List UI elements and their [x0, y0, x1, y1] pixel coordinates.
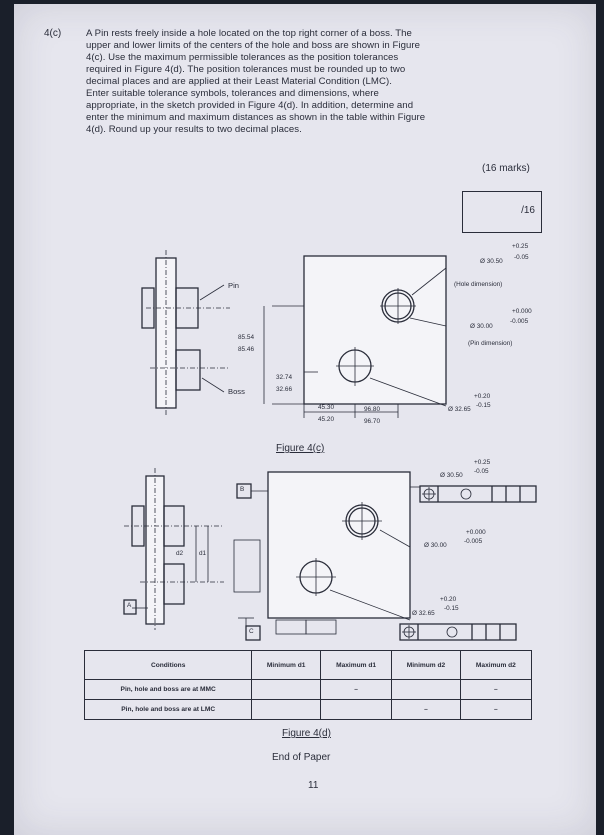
fig-c-pin-tol-upper: +0.000 — [512, 308, 532, 315]
question-line-8: enter the minimum and maximum distances as shown in the table within Figure — [86, 112, 426, 123]
d1-label: d1 — [199, 550, 207, 557]
fig-c-front-view — [264, 256, 446, 418]
fig-d-pin-tol-upper: +0.000 — [466, 529, 486, 536]
fig-c-hole-caption: (Hole dimension) — [454, 281, 503, 288]
cell-lmc-max-d1[interactable] — [320, 700, 391, 720]
cell-lmc-min-d1[interactable] — [252, 700, 321, 720]
header-max-d1: Maximum d1 — [320, 651, 391, 680]
v-upper-inner: 32.74 — [276, 374, 292, 381]
score-box-label: /16 — [521, 205, 535, 216]
datum-c-label: C — [249, 628, 254, 635]
condition-lmc: Pin, hole and boss are at LMC — [85, 700, 252, 720]
end-of-paper: End of Paper — [272, 752, 331, 763]
page-number: 11 — [308, 780, 319, 791]
fig-c-hole-tol-upper: +0.25 — [512, 243, 529, 250]
fig-d-hole-tol-upper: +0.25 — [474, 459, 491, 466]
fig-d-pin-tol-lower: -0.005 — [464, 538, 483, 545]
datum-a-label: A — [127, 602, 132, 609]
fig-c-side-view — [142, 250, 230, 415]
header-max-d2: Maximum d2 — [460, 651, 531, 680]
fig-c-plate — [304, 256, 446, 404]
table-row — [85, 700, 532, 720]
fig-d-boss-tol-lower: -0.15 — [444, 605, 459, 612]
fig-d-hdim-box-1[interactable] — [276, 620, 306, 634]
conditions-table — [84, 650, 532, 720]
fig-d-caption: Figure 4(d) — [282, 728, 331, 739]
fig-c-boss-dim: Ø 32.65 — [448, 406, 471, 413]
v-upper-outer: 85.54 — [238, 334, 254, 341]
cell-mmc-min-d1[interactable] — [252, 680, 321, 700]
d2-label: d2 — [176, 550, 184, 557]
fig-d-boss-side — [164, 564, 184, 604]
fig-c-boss-tol-upper: +0.20 — [474, 393, 491, 400]
fig-c-hole-tol-lower: -0.05 — [514, 254, 529, 261]
fig-c-pin-tol-lower: -0.005 — [510, 318, 529, 325]
question-line-1: A Pin rests freely inside a hole located on the top right corner of a boss. The — [86, 28, 412, 39]
h-lower-inner: 45.20 — [318, 416, 334, 423]
table-row — [85, 680, 532, 700]
question-line-7: appropriate, in the sketch provided in Figure 4(d). In addition, determine and — [86, 100, 414, 111]
cell-lmc-max-d2[interactable]: – — [460, 700, 531, 720]
cell-mmc-max-d2[interactable]: – — [460, 680, 531, 700]
pin-label: Pin — [228, 281, 239, 290]
fig-d-plate — [268, 472, 410, 618]
v-lower-outer: 85.46 — [238, 346, 254, 353]
fig-d-pin-dim: Ø 30.00 — [424, 542, 447, 549]
h-upper-outer: 96.80 — [364, 406, 380, 413]
h-lower-outer: 96.70 — [364, 418, 380, 425]
fig-c-caption: Figure 4(c) — [276, 443, 325, 454]
marks-label: (16 marks) — [482, 163, 530, 174]
header-conditions: Conditions — [85, 651, 252, 680]
condition-mmc: Pin, hole and boss are at MMC — [85, 680, 252, 700]
fig-d-hole-dim: Ø 30.50 — [440, 472, 463, 479]
fig-c-hole-dim: Ø 30.50 — [480, 258, 503, 265]
header-min-d1: Minimum d1 — [252, 651, 321, 680]
fig-c-pin-dim: Ø 30.00 — [470, 323, 493, 330]
fig-d-hole-tol-lower: -0.05 — [474, 468, 489, 475]
fig-d-hdim-box-2[interactable] — [306, 620, 336, 634]
table-header-row — [85, 651, 532, 680]
fig-d-boss-dim: Ø 32.65 — [412, 610, 435, 617]
cell-mmc-min-d2[interactable] — [392, 680, 461, 700]
fig-c-boss-tol-lower: -0.15 — [476, 402, 491, 409]
question-line-9: 4(d). Round up your results to two decimal places. — [86, 124, 302, 135]
fig-c-pin-caption: (Pin dimension) — [468, 340, 513, 347]
question-line-3: 4(c). Use the maximum permissible tolerances as the position tolerances — [86, 52, 399, 63]
h-upper-inner: 45.30 — [318, 404, 334, 411]
fig-d-side-view — [124, 468, 224, 630]
question-line-2: upper and lower limits of the centers of the hole and boss are shown in Figure — [86, 40, 421, 51]
question-line-5: decimal places and are applied at their Least Material Condition (LMC). — [86, 76, 392, 87]
cell-lmc-min-d2[interactable]: – — [392, 700, 461, 720]
fig-c-boss-side — [176, 350, 200, 390]
fig-d-boss-tol-upper: +0.20 — [440, 596, 457, 603]
cell-mmc-max-d1[interactable]: – — [320, 680, 391, 700]
question-line-6: Enter suitable tolerance symbols, tolerances and dimensions, where — [86, 88, 379, 99]
v-lower-inner: 32.66 — [276, 386, 292, 393]
question-line-4: required in Figure 4(d). The position tolerances must be rounded up to two — [86, 64, 406, 75]
fig-d-front-view — [234, 472, 536, 640]
header-min-d2: Minimum d2 — [392, 651, 461, 680]
boss-label: Boss — [228, 387, 245, 396]
fig-d-vdim-box[interactable] — [234, 540, 260, 592]
datum-b-label: B — [240, 486, 245, 493]
question-label: 4(c) — [44, 28, 62, 39]
